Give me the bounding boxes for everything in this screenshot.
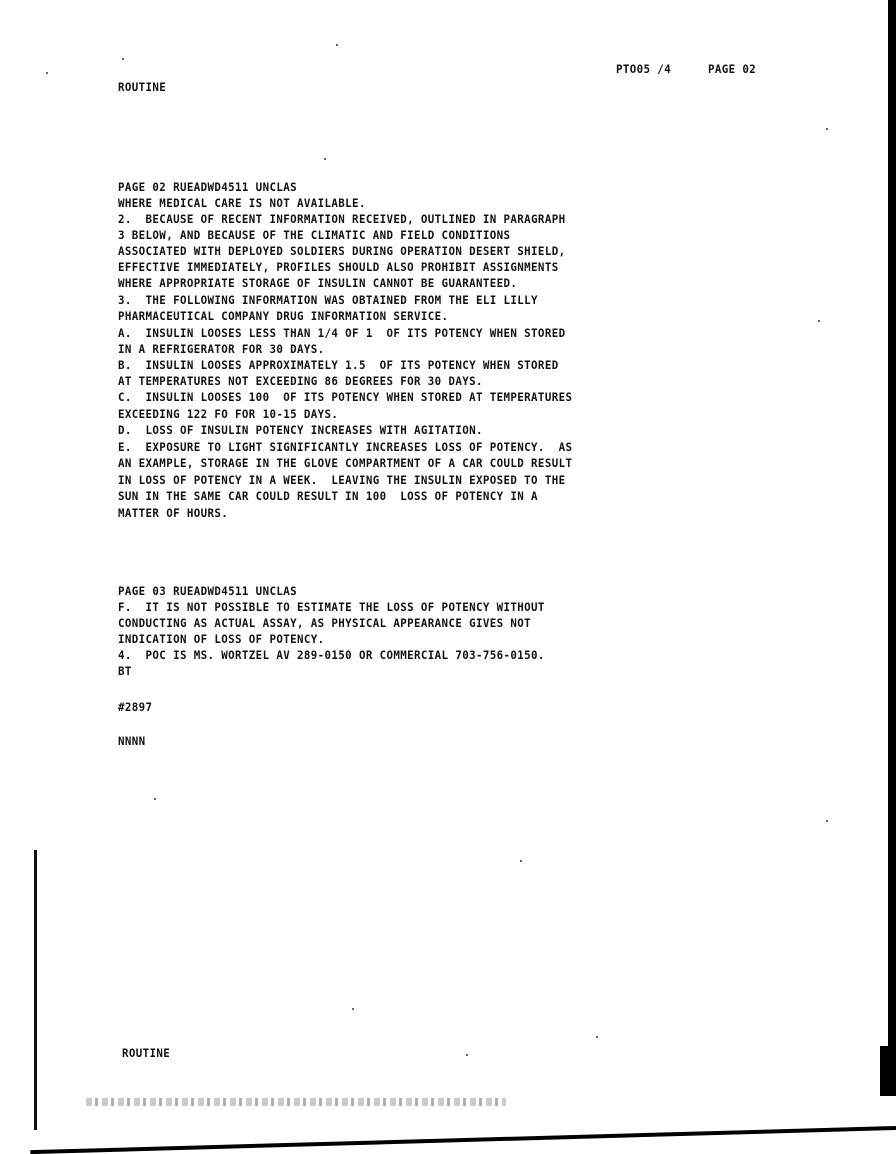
scan-border-bottom [30,1126,896,1154]
body-line: BT [118,664,132,678]
body-line: B. INSULIN LOOSES APPROXIMATELY 1.5 OF ITS POTENCY WHEN STORED [118,358,559,372]
body-line: 3 BELOW, AND BECAUSE OF THE CLIMATIC AND FIELD CONDITIONS [118,228,511,242]
classification-bottom: ROUTINE [122,1046,171,1060]
body-line: WHERE MEDICAL CARE IS NOT AVAILABLE. [118,196,366,210]
body-line: CONDUCTING AS ACTUAL ASSAY, AS PHYSICAL APPEARANCE GIVES NOT [118,616,532,630]
page-number: PAGE 02 [708,62,757,76]
body-line: PAGE 02 RUEADWD4511 UNCLAS [118,180,297,194]
body-line: AN EXAMPLE, STORAGE IN THE GLOVE COMPARTMENT OF A CAR COULD RESULT [118,456,573,470]
body-line: ASSOCIATED WITH DEPLOYED SOLDIERS DURING OPERATION DESERT SHIELD, [118,244,566,258]
body-line: MATTER OF HOURS. [118,506,229,520]
body-line: 4. POC IS MS. WORTZEL AV 289-0150 OR COMMERCIAL 703-756-0150. [118,648,545,662]
speck [336,44,338,46]
speck [818,320,820,322]
body-line: EFFECTIVE IMMEDIATELY, PROFILES SHOULD ALSO PROHIBIT ASSIGNMENTS [118,260,559,274]
end-of-message: NNNN [118,734,146,748]
body-line: PHARMACEUTICAL COMPANY DRUG INFORMATION SERVICE. [118,309,449,323]
body-line: C. INSULIN LOOSES 100 OF ITS POTENCY WHEN STORED AT TEMPERATURES [118,390,573,404]
scan-border-right [888,0,896,1080]
body-line: WHERE APPROPRIATE STORAGE OF INSULIN CANNOT BE GUARANTEED. [118,276,518,290]
body-line: SUN IN THE SAME CAR COULD RESULT IN 100 LOSS OF POTENCY IN A [118,489,538,503]
classification-top: ROUTINE [118,80,167,94]
speck [46,72,48,74]
body-line: 2. BECAUSE OF RECENT INFORMATION RECEIVED, OUTLINED IN PARAGRAPH [118,212,566,226]
body-line: F. IT IS NOT POSSIBLE TO ESTIMATE THE LOSS OF POTENCY WITHOUT [118,600,545,614]
speck [154,798,156,800]
speck [324,158,326,160]
scan-border-left [34,850,37,1130]
body-line: AT TEMPERATURES NOT EXCEEDING 86 DEGREES FOR 30 DAYS. [118,374,483,388]
body-line: IN A REFRIGERATOR FOR 30 DAYS. [118,342,325,356]
body-line: D. LOSS OF INSULIN POTENCY INCREASES WITH AGITATION. [118,423,483,437]
body-line: EXCEEDING 122 FO FOR 10-15 DAYS. [118,407,339,421]
scan-noise-strip [86,1098,506,1106]
message-reference: PTO05 /4 [616,62,672,76]
body-line: IN LOSS OF POTENCY IN A WEEK. LEAVING THE INSULIN EXPOSED TO THE [118,473,566,487]
speck [352,1008,354,1010]
body-line: INDICATION OF LOSS OF POTENCY. [118,632,325,646]
scan-corner-mark [880,1046,896,1096]
body-line: PAGE 03 RUEADWD4511 UNCLAS [118,584,297,598]
speck [122,58,124,60]
body-line: E. EXPOSURE TO LIGHT SIGNIFICANTLY INCREASES LOSS OF POTENCY. AS [118,440,573,454]
body-line: 3. THE FOLLOWING INFORMATION WAS OBTAINED FROM THE ELI LILLY [118,293,538,307]
body-line: A. INSULIN LOOSES LESS THAN 1/4 OF 1 OF ITS POTENCY WHEN STORED [118,326,566,340]
speck [466,1054,468,1056]
speck [826,820,828,822]
speck [596,1036,598,1038]
speck [826,128,828,130]
speck [520,860,522,862]
message-number: #2897 [118,700,153,714]
